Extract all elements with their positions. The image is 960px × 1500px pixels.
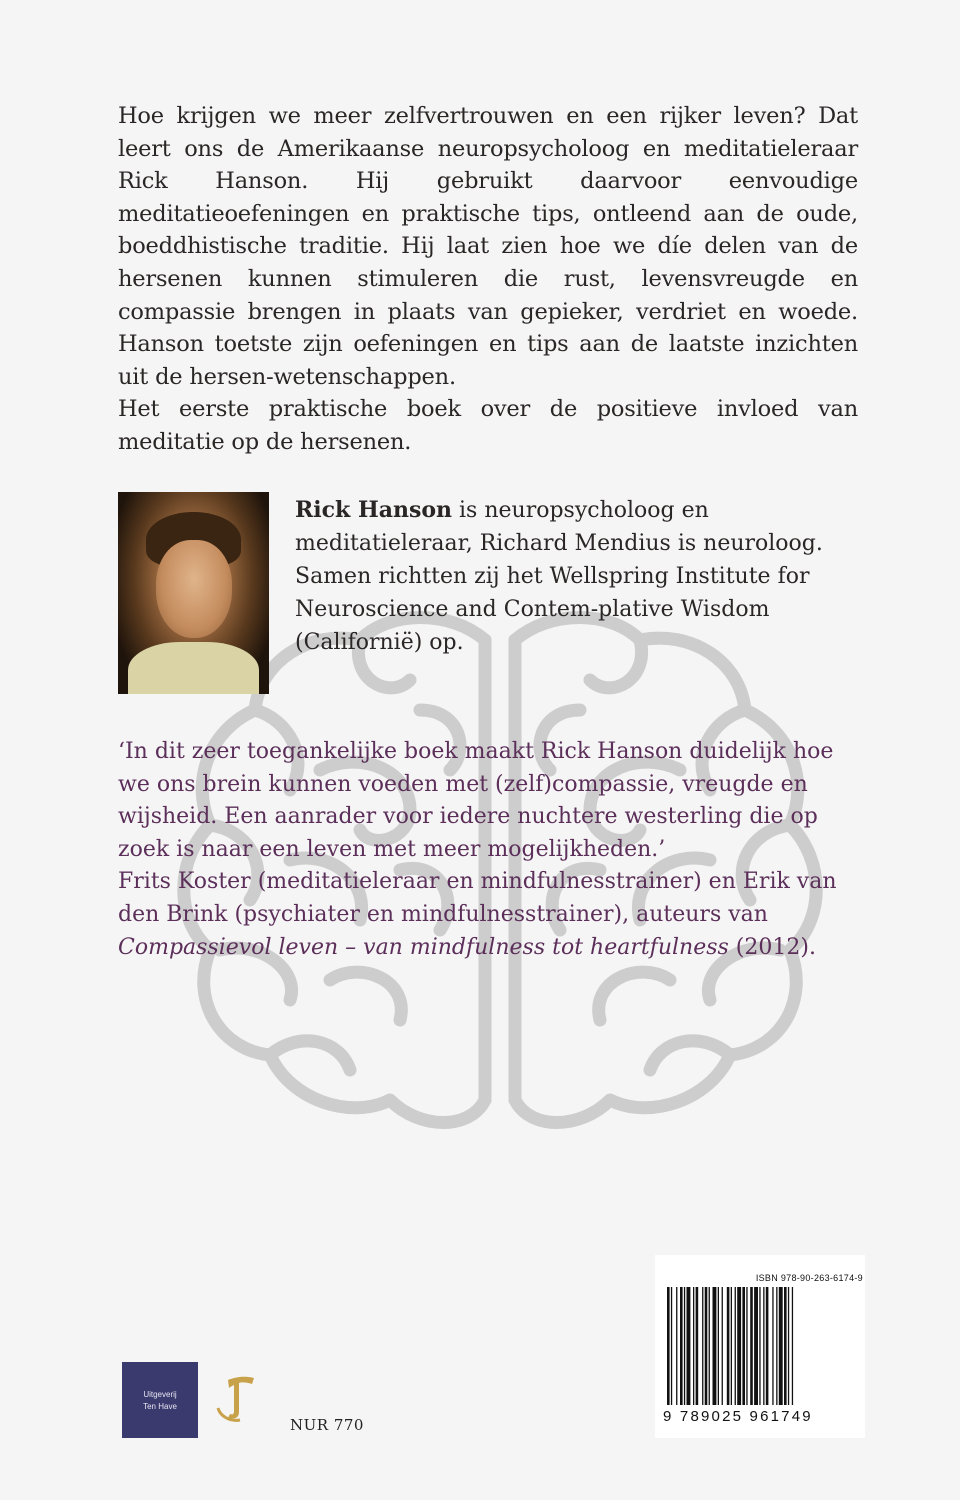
author-bio-text: is neuropsycholoog en meditatieleraar, Richard Mendius is neuroloog. Samen richtten zij het Wellspring Institute for Neuroscience and Contem-plative Wisdom (Californië) op.	[295, 498, 823, 655]
blurb-paragraph-1: Hoe krijgen we meer zelfvertrouwen en een rijker leven? Dat leert ons de Amerikaanse neuropsycholoog en meditatieleraar Rick Hanson. Hij gebruikt daarvoor eenvoudige meditatieoefeningen en praktische tips, ontleend aan de oude, boeddhistische traditie. Hij laat zien hoe we díe delen van de hersenen kunnen stimuleren die rust, levensvreugde en compassie brengen in plaats van gepieker, verdriet en woede. Hanson toetste zijn oefeningen en tips aan de laatste inzichten uit de hersen-wetenschappen.	[118, 103, 858, 390]
author-photo	[118, 492, 269, 694]
quote-attribution: Frits Koster (meditatieleraar en mindfulnesstrainer) en Erik van den Brink (psychiater en mindfulnesstrainer), auteurs van Compassievol leven – van mindfulness tot heartfulness (2012).	[118, 869, 837, 960]
barcode-digits: 9 789025 961749	[663, 1408, 813, 1425]
isbn-label: ISBN 978-90-263-6174-9	[755, 1273, 863, 1283]
publisher-logo: Uitgeverij Ten Have	[122, 1362, 198, 1438]
quote-text: ‘In dit zeer toegankelijke boek maakt Rick Hanson duidelijk hoe we ons brein kunnen voeden met (zelf)compassie, vreugde en wijsheid. Een aanrader voor iedere nuchtere westerling die op zoek is naar een leven met meer mogelijkheden.’	[118, 739, 834, 862]
barcode-bars	[667, 1287, 855, 1407]
blurb-paragraph-2: Het eerste praktische boek over de positieve invloed van meditatie op de hersenen.	[118, 396, 858, 455]
back-cover-blurb	[118, 100, 858, 459]
author-name: Rick Hanson	[295, 497, 453, 523]
imprint-logo-icon	[208, 1368, 268, 1428]
quote-book-title: Compassievol leven – van mindfulness tot heartfulness	[118, 934, 729, 960]
isbn-barcode	[655, 1255, 865, 1438]
author-bio	[295, 494, 875, 659]
endorsement-quote	[118, 736, 838, 964]
nur-code: NUR 770	[290, 1416, 364, 1434]
